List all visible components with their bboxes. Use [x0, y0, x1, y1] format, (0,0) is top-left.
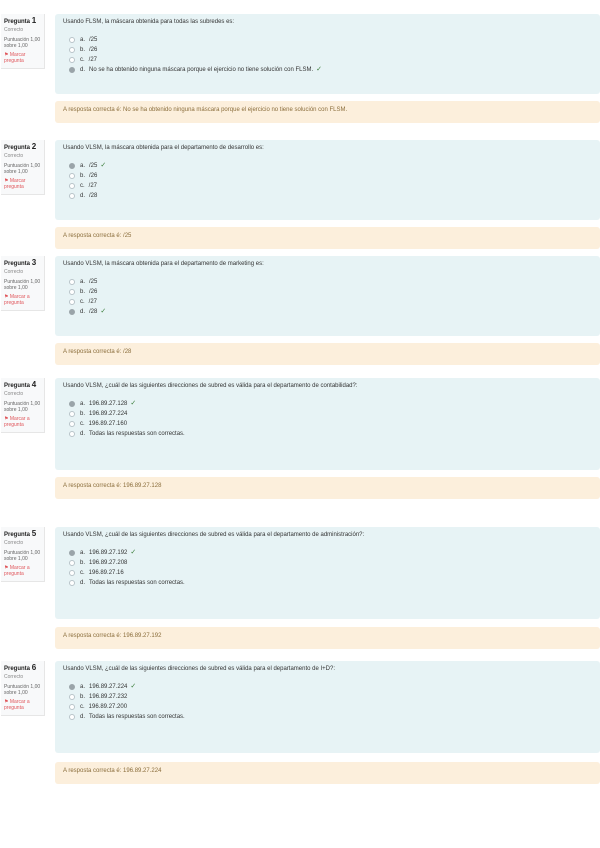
- question-formulation: [55, 256, 600, 336]
- question-text: Usando VLSM, ¿cuál de las siguientes direcciones de subred es válida para el departamento de administración?:: [63, 532, 365, 538]
- answer-option[interactable]: [63, 682, 592, 692]
- answer-options: [63, 277, 592, 317]
- answer-option[interactable]: [63, 297, 592, 307]
- answer-option-text: 196.89.27.224: [89, 684, 128, 690]
- question-number: [4, 663, 42, 672]
- question-feedback: A resposta correcta é: /25: [55, 227, 600, 249]
- question-grade: Puntuación 1,00 sobre 1,00: [4, 163, 41, 175]
- radio-icon[interactable]: [69, 570, 75, 576]
- check-icon: ✓: [130, 400, 137, 407]
- answer-option-letter: b.: [80, 411, 86, 417]
- answer-option-text: No se ha obtenido ninguna máscara porque el ejercicio no tiene solución con FLSM.: [89, 67, 314, 73]
- answer-option-text: 196.89.27.160: [88, 421, 128, 427]
- flag-question-link[interactable]: [4, 178, 42, 190]
- question-number-value: 5: [31, 529, 37, 538]
- flag-question-link[interactable]: [4, 52, 42, 64]
- question-state: Correcto: [4, 153, 24, 159]
- radio-icon[interactable]: [69, 694, 75, 700]
- answer-option-text: /28: [89, 193, 98, 199]
- radio-icon[interactable]: [69, 421, 75, 427]
- flag-question-label: Marcar a pregunta: [4, 416, 30, 428]
- question-formulation: [55, 14, 600, 94]
- flag-icon: ⚑: [4, 52, 9, 58]
- answer-option-letter: d.: [80, 714, 86, 720]
- flag-question-label: Marcar pregunta: [4, 178, 26, 190]
- flag-question-label: Marcar a pregunta: [4, 565, 30, 577]
- answer-option-text: /25: [89, 163, 98, 169]
- radio-icon[interactable]: [69, 704, 75, 710]
- question-feedback: A resposta correcta é: 196.89.27.128: [55, 477, 600, 499]
- answer-option-letter: a.: [80, 37, 86, 43]
- answer-option-text: 196.89.27.232: [89, 694, 128, 700]
- question-grade: Puntuación 1,00 sobre 1,00: [4, 684, 41, 696]
- answer-option-text: 196.89.27.192: [89, 550, 128, 556]
- question-number-value: 2: [31, 142, 37, 151]
- flag-question-link[interactable]: [4, 294, 42, 306]
- flag-icon: ⚑: [4, 699, 9, 705]
- answer-option[interactable]: [63, 712, 592, 722]
- answer-option[interactable]: [63, 191, 592, 201]
- question-number-value: 6: [31, 663, 37, 672]
- check-icon: ✓: [130, 549, 137, 556]
- answer-option[interactable]: [63, 65, 592, 75]
- question-number: [4, 380, 42, 389]
- radio-icon[interactable]: [69, 401, 75, 407]
- answer-option-letter: b.: [80, 173, 86, 179]
- answer-option[interactable]: [63, 548, 592, 558]
- answer-option-letter: a.: [80, 550, 86, 556]
- answer-option-letter: b.: [80, 560, 86, 566]
- answer-option-text: /26: [89, 173, 98, 179]
- question-formulation: [55, 140, 600, 220]
- question-grade: Puntuación 1,00 sobre 1,00: [4, 279, 41, 291]
- answer-option-letter: d.: [80, 67, 86, 73]
- check-icon: ✓: [100, 162, 107, 169]
- flag-icon: ⚑: [4, 565, 9, 571]
- answer-option-text: /25: [89, 37, 98, 43]
- question-grade: Puntuación 1,00 sobre 1,00: [4, 550, 41, 562]
- question-text: Usando VLSM, la máscara obtenida para el departamento de desarrollo es:: [63, 145, 264, 151]
- answer-option[interactable]: [63, 419, 592, 429]
- radio-icon[interactable]: [69, 279, 75, 285]
- answer-options: [63, 548, 592, 588]
- answer-option-text: 196.89.27.128: [89, 401, 128, 407]
- answer-option[interactable]: [63, 568, 592, 578]
- radio-icon[interactable]: [69, 580, 75, 586]
- question-number-value: 1: [31, 16, 37, 25]
- question-number-value: 3: [31, 258, 37, 267]
- answer-option-letter: d.: [80, 193, 86, 199]
- question-info: [1, 378, 45, 433]
- radio-icon[interactable]: [69, 299, 75, 305]
- answer-option-letter: c.: [80, 421, 85, 427]
- question-state: Correcto: [4, 540, 24, 546]
- radio-icon[interactable]: [69, 47, 75, 53]
- radio-icon[interactable]: [69, 411, 75, 417]
- question-info: [1, 527, 45, 582]
- question-number: [4, 258, 42, 267]
- answer-option[interactable]: [63, 692, 592, 702]
- question-number-prefix: Pregunta: [4, 666, 31, 672]
- flag-question-link[interactable]: [4, 416, 42, 428]
- answer-options: [63, 35, 592, 75]
- question-number-prefix: Pregunta: [4, 532, 31, 538]
- question-grade: Puntuación 1,00 sobre 1,00: [4, 37, 41, 49]
- question-feedback: A resposta correcta é: 196.89.27.192: [55, 627, 600, 649]
- question-formulation: [55, 378, 600, 470]
- question-feedback: A resposta correcta é: No se ha obtenido ninguna máscara porque el ejercicio no tiene solución con FLSM.: [55, 101, 600, 123]
- answer-option-letter: b.: [80, 289, 86, 295]
- question-info: [1, 140, 45, 195]
- question-feedback: A resposta correcta é: 196.89.27.224: [55, 762, 600, 784]
- answer-option-letter: c.: [80, 57, 85, 63]
- answer-option-letter: d.: [80, 431, 86, 437]
- question-number-prefix: Pregunta: [4, 19, 31, 25]
- answer-options: [63, 682, 592, 722]
- radio-icon[interactable]: [69, 193, 75, 199]
- answer-option-letter: a.: [80, 684, 86, 690]
- question-text: Usando FLSM, la máscara obtenida para todas las subredes es:: [63, 19, 235, 25]
- question-grade: Puntuación 1,00 sobre 1,00: [4, 401, 41, 413]
- answer-option[interactable]: [63, 161, 592, 171]
- question-state: Correcto: [4, 391, 24, 397]
- answer-option-letter: d.: [80, 580, 86, 586]
- flag-question-link[interactable]: [4, 699, 42, 711]
- answer-option-text: 196.89.27.224: [89, 411, 128, 417]
- radio-icon[interactable]: [69, 684, 75, 690]
- answer-option[interactable]: [63, 409, 592, 419]
- answer-option-text: Todas las respuestas son correctas.: [89, 431, 185, 437]
- answer-option[interactable]: [63, 287, 592, 297]
- answer-options: [63, 399, 592, 439]
- answer-option-text: Todas las respuestas son correctas.: [89, 714, 185, 720]
- question-state: Correcto: [4, 674, 24, 680]
- answer-option[interactable]: [63, 702, 592, 712]
- question-feedback: A resposta correcta é: /28: [55, 343, 600, 365]
- answer-option[interactable]: [63, 35, 592, 45]
- answer-option[interactable]: [63, 45, 592, 55]
- answer-options: [63, 161, 592, 201]
- answer-option-text: 196.89.27.200: [88, 704, 128, 710]
- question-state: Correcto: [4, 27, 24, 33]
- answer-option-letter: a.: [80, 279, 86, 285]
- radio-icon[interactable]: [69, 173, 75, 179]
- answer-option-text: /26: [89, 289, 98, 295]
- question-info: [1, 661, 45, 716]
- answer-option[interactable]: [63, 171, 592, 181]
- question-number-prefix: Pregunta: [4, 383, 31, 389]
- answer-option-letter: b.: [80, 694, 86, 700]
- answer-option-letter: c.: [80, 704, 85, 710]
- flag-question-label: Marcar a pregunta: [4, 699, 30, 711]
- radio-icon[interactable]: [69, 560, 75, 566]
- radio-icon[interactable]: [69, 309, 75, 315]
- question-number-prefix: Pregunta: [4, 261, 31, 267]
- answer-option-text: /28: [89, 309, 98, 315]
- question-number-prefix: Pregunta: [4, 145, 31, 151]
- answer-option-text: 196.89.27.16: [88, 570, 124, 576]
- answer-option[interactable]: [63, 399, 592, 409]
- answer-option[interactable]: [63, 429, 592, 439]
- answer-option-text: Todas las respuestas son correctas.: [89, 580, 185, 586]
- answer-option-text: /27: [88, 183, 98, 189]
- question-info: [1, 256, 45, 311]
- answer-option-text: /25: [89, 279, 98, 285]
- radio-icon[interactable]: [69, 550, 75, 556]
- question-number: [4, 16, 42, 25]
- answer-option-text: 196.89.27.208: [89, 560, 128, 566]
- question-formulation: [55, 661, 600, 753]
- radio-icon[interactable]: [69, 183, 75, 189]
- answer-option-text: /27: [88, 299, 98, 305]
- question-number: [4, 529, 42, 538]
- question-formulation: [55, 527, 600, 619]
- radio-icon[interactable]: [69, 67, 75, 73]
- flag-question-link[interactable]: [4, 565, 42, 577]
- answer-option[interactable]: [63, 307, 592, 317]
- answer-option-letter: b.: [80, 47, 86, 53]
- radio-icon[interactable]: [69, 163, 75, 169]
- answer-option-letter: a.: [80, 401, 86, 407]
- answer-option-letter: c.: [80, 299, 85, 305]
- question-number: [4, 142, 42, 151]
- answer-option[interactable]: [63, 558, 592, 568]
- question-info: [1, 14, 45, 69]
- flag-icon: ⚑: [4, 294, 9, 300]
- answer-option-text: /26: [89, 47, 98, 53]
- radio-icon[interactable]: [69, 714, 75, 720]
- flag-question-label: Marcar pregunta: [4, 52, 26, 64]
- answer-option[interactable]: [63, 277, 592, 287]
- radio-icon[interactable]: [69, 289, 75, 295]
- check-icon: ✓: [100, 308, 107, 315]
- answer-option[interactable]: [63, 181, 592, 191]
- radio-icon[interactable]: [69, 57, 75, 63]
- flag-icon: ⚑: [4, 178, 9, 184]
- question-text: Usando VLSM, ¿cuál de las siguientes direcciones de subred es válida para el departamento de contabilidad?:: [63, 383, 358, 389]
- answer-option[interactable]: [63, 55, 592, 65]
- flag-icon: ⚑: [4, 416, 9, 422]
- radio-icon[interactable]: [69, 37, 75, 43]
- check-icon: ✓: [316, 66, 323, 73]
- question-number-value: 4: [31, 380, 37, 389]
- answer-option-letter: a.: [80, 163, 86, 169]
- question-text: Usando VLSM, la máscara obtenida para el departamento de marketing es:: [63, 261, 264, 267]
- answer-option-letter: c.: [80, 570, 85, 576]
- flag-question-label: Marcar a pregunta: [4, 294, 30, 306]
- check-icon: ✓: [130, 683, 137, 690]
- answer-option-letter: c.: [80, 183, 85, 189]
- answer-option[interactable]: [63, 578, 592, 588]
- question-text: Usando VLSM, ¿cuál de las siguientes direcciones de subred es válida para el departamento de I+D?:: [63, 666, 335, 672]
- answer-option-letter: d.: [80, 309, 86, 315]
- answer-option-text: /27: [88, 57, 98, 63]
- question-state: Correcto: [4, 269, 24, 275]
- radio-icon[interactable]: [69, 431, 75, 437]
